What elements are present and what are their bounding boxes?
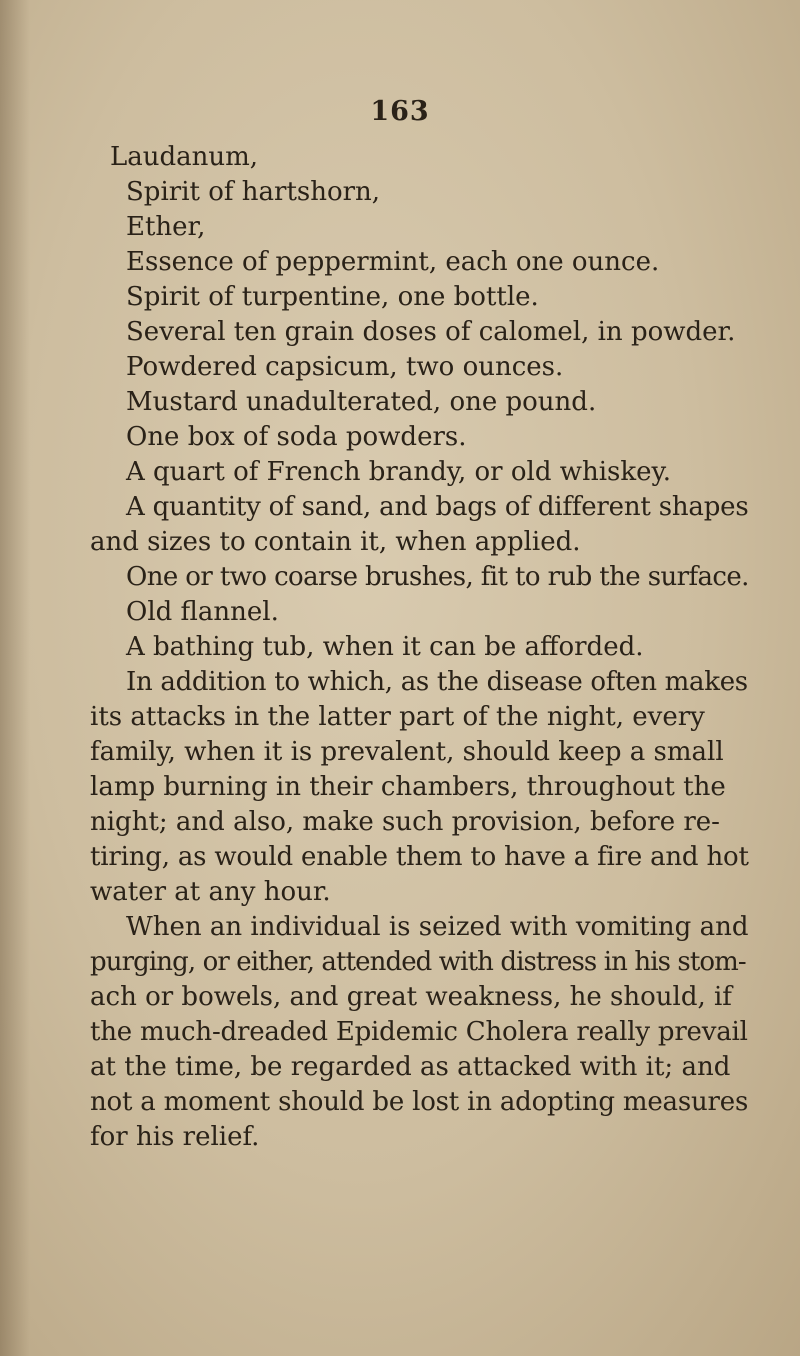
list-item: Mustard unadulterated, one pound. [126, 387, 597, 417]
paragraph-line: not a moment should be lost in adopting measures [90, 1087, 749, 1117]
list-item: Powdered capsicum, two ounces. [126, 352, 564, 382]
paragraph-line: for his relief. [90, 1122, 260, 1152]
paragraph-line: ach or bowels, and great weakness, he should, if [90, 982, 732, 1012]
list-item: Old flannel. [126, 597, 279, 627]
list-item: A quart of French brandy, or old whiskey. [126, 457, 672, 487]
paragraph-line: the much-dreaded Epidemic Cholera really prevail [90, 1017, 748, 1047]
paragraph-line: tiring, as would enable them to have a fire and hot [90, 842, 749, 872]
paragraph-line: at the time, be regarded as attacked with it; and [90, 1052, 731, 1082]
paragraph-line: family, when it is prevalent, should keep a small [90, 737, 724, 767]
page-edge-shadow [0, 0, 30, 1356]
list-item: One or two coarse brushes, fit to rub the surface. [126, 562, 749, 592]
paragraph-line: water at any hour. [90, 877, 331, 907]
paragraph-line: lamp burning in their chambers, throughout the [90, 772, 726, 802]
paragraph-line: In addition to which, as the disease often makes [126, 667, 748, 697]
list-item: One box of soda powders. [126, 422, 467, 452]
list-item: Laudanum, [110, 142, 259, 172]
list-item: A bathing tub, when it can be afforded. [126, 632, 644, 662]
list-item: Several ten grain doses of calomel, in powder. [126, 317, 736, 347]
list-item: A quantity of sand, and bags of different shapes [126, 492, 749, 522]
list-item: Ether, [126, 212, 206, 242]
list-item: Spirit of hartshorn, [126, 177, 381, 207]
paragraph-line: purging, or either, attended with distress in his stom- [90, 947, 746, 977]
paragraph-line: its attacks in the latter part of the night, every [90, 702, 705, 732]
list-item-continuation: and sizes to contain it, when applied. [90, 527, 581, 557]
list-item: Spirit of turpentine, one bottle. [126, 282, 539, 312]
list-item: Essence of peppermint, each one ounce. [126, 247, 660, 277]
paragraph-line: night; and also, make such provision, before re- [90, 807, 720, 837]
paragraph-line: When an individual is seized with vomiting and [126, 912, 749, 942]
page-number: 163 [370, 96, 430, 127]
page-body [90, 140, 750, 1155]
